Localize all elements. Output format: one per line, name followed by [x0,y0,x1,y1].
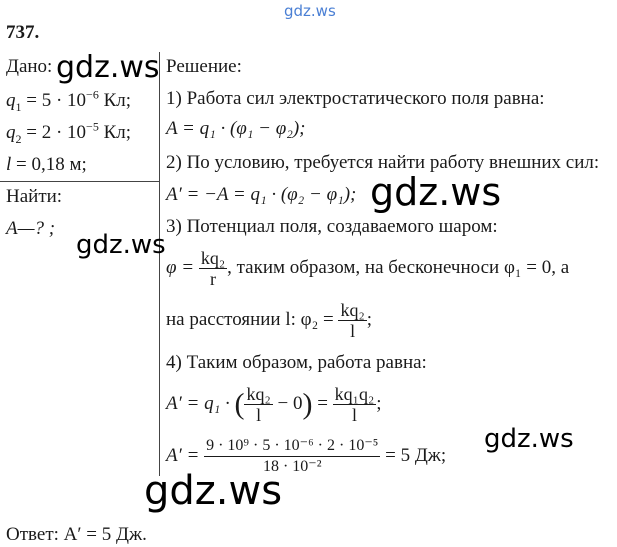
calc-result: = 5 Дж; [385,444,447,466]
step3b-fraction [338,300,366,341]
watermark-center: gdz.ws [370,170,502,214]
given-find-divider [0,181,159,182]
watermark-right: gdz.ws [484,424,574,454]
given-q1 [6,87,132,114]
q1-subscript: 1 [15,99,22,114]
step3-fraction-numerator: kq₂ [200,248,226,268]
step4-inner-denominator: l [256,405,262,425]
l-value: = 0,18 м; [16,154,87,175]
find-item: A—? ; [6,218,56,239]
step3b-denominator: l [350,321,356,341]
step3-fraction-denominator: r [209,269,216,289]
top-watermark: gdz.ws [284,2,336,20]
step3b-tail: ; [366,308,373,330]
step1-formula: A = q₁ · (φ₁ − φ₂); [166,118,306,139]
calc-denominator: 18 · 10⁻² [262,458,322,475]
step3-text: 3) Потенциал поля, создаваемого шаром: [166,216,498,237]
q1-value: = 5 · 10 [26,90,87,111]
q2-exponent: −5 [86,119,99,134]
problem-number-value: 737 [6,22,35,43]
watermark-bottom: gdz.ws [144,468,283,514]
step4-inner-numerator: kq₂ [246,384,271,404]
step4-text: 4) Таким образом, работа равна: [166,352,427,373]
step3b-numerator: kq₂ [340,300,365,320]
calc-numerator: 9 · 10⁹ · 5 · 10⁻⁶ · 2 · 10⁻⁵ [204,436,380,457]
step4-paren-close: ) [302,387,313,421]
l-symbol: l [6,154,12,175]
calc-lead: A′ = [166,444,200,466]
q1-exponent: −6 [86,87,99,102]
step4-equals: = [317,392,328,414]
q1-symbol: q [6,90,16,111]
given-header: Дано: [6,56,53,77]
step4-formula [166,384,382,425]
step4-inner-fraction [244,384,272,425]
q2-subscript: 2 [15,131,22,146]
q2-unit: Кл; [103,122,132,143]
watermark-left: gdz.ws [76,230,166,260]
step1-text: 1) Работа сил электростатического поля равна: [166,88,545,109]
problem-number [6,22,39,44]
step3-phi: φ = [166,256,195,278]
q2-value: = 2 · 10 [26,122,87,143]
step2-text: 2) По условию, требуется найти работу внешних сил: [166,152,600,173]
step3-fraction [199,248,227,289]
step4-inner-tail: − 0 [277,392,303,414]
step4-numerator: kq₁q₂ [334,384,375,404]
problem-number-suffix: . [34,22,40,43]
q1-unit: Кл; [103,90,132,111]
given-q2 [6,119,132,146]
step4-lead: A′ = q₁ · [166,392,230,414]
step3-formula [166,248,569,289]
step4-denominator: l [351,405,357,425]
answer: Ответ: A′ = 5 Дж. [6,524,147,545]
watermark-given: gdz.ws [56,50,160,85]
step4-fraction [333,384,377,425]
step4-end: ; [376,392,382,414]
find-header: Найти: [6,186,63,207]
step3-tail: , таким образом, на бесконечноси φ₁ = 0, а [227,256,570,278]
given-l [6,154,87,176]
column-divider [159,52,160,476]
step3b-formula [166,300,372,341]
q2-symbol: q [6,122,16,143]
solution-header: Решение: [166,56,242,77]
step4-paren-open: ( [234,387,245,421]
step2-formula: A′ = −A = q₁ · (φ₂ − φ₁); [166,184,357,205]
step3b-lead: на расстоянии l: φ₂ = [166,308,334,330]
